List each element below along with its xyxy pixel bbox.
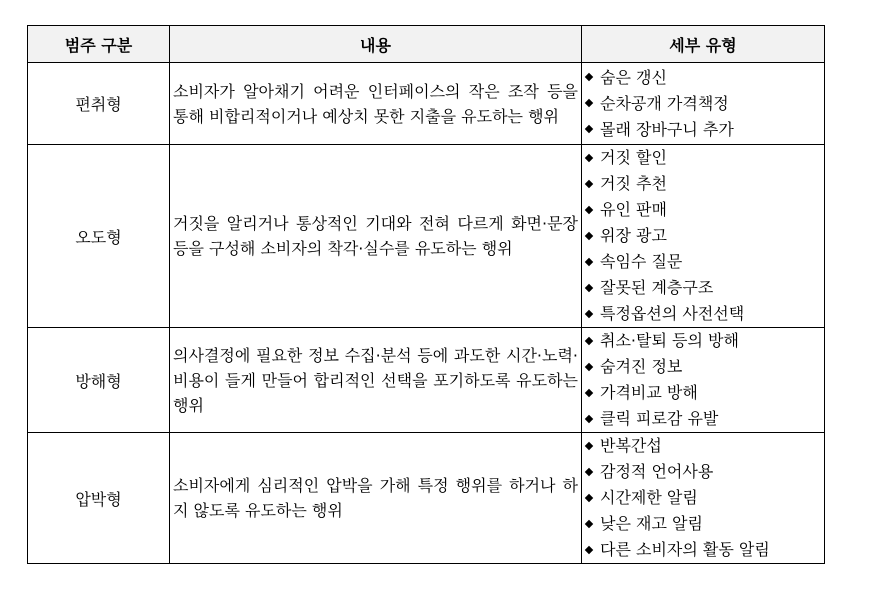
description-cell: 거짓을 알리거나 통상적인 기대와 전혀 다르게 화면·문장 등을 구성해 소비자의 착각·실수를 유도하는 행위 [170, 145, 582, 328]
list-item: 거짓 할인 [582, 145, 824, 171]
list-item: 반복간섭 [582, 433, 824, 459]
table-row [28, 145, 825, 328]
diamond-bullet-icon [585, 73, 593, 81]
dark-pattern-table [27, 25, 825, 564]
header-content: 내용 [170, 26, 582, 63]
diamond-bullet-icon [585, 283, 593, 291]
details-cell [582, 63, 825, 145]
list-item: 유인 판매 [582, 197, 824, 223]
diamond-bullet-icon [585, 231, 593, 239]
details-cell [582, 433, 825, 564]
category-cell: 압박형 [28, 433, 170, 564]
diamond-bullet-icon [585, 545, 593, 553]
diamond-bullet-icon [585, 205, 593, 213]
list-item: 특정옵션의 사전선택 [582, 301, 824, 327]
diamond-bullet-icon [585, 153, 593, 161]
diamond-bullet-icon [585, 441, 593, 449]
list-item: 속임수 질문 [582, 249, 824, 275]
details-list [582, 145, 824, 327]
diamond-bullet-icon [585, 309, 593, 317]
category-cell: 오도형 [28, 145, 170, 328]
list-item: 몰래 장바구니 추가 [582, 117, 824, 143]
list-item: 취소·탈퇴 등의 방해 [582, 328, 824, 354]
list-item: 거짓 추천 [582, 171, 824, 197]
list-item: 가격비교 방해 [582, 380, 824, 406]
list-item: 숨은 갱신 [582, 65, 824, 91]
details-list [582, 65, 824, 143]
list-item: 낮은 재고 알림 [582, 511, 824, 537]
details-list [582, 328, 824, 432]
description-cell: 소비자에게 심리적인 압박을 가해 특정 행위를 하거나 하지 않도록 유도하는 행위 [170, 433, 582, 564]
description-cell: 의사결정에 필요한 정보 수집·분석 등에 과도한 시간·노력·비용이 들게 만들어 합리적인 선택을 포기하도록 유도하는 행위 [170, 328, 582, 433]
table-row [28, 328, 825, 433]
table-row [28, 63, 825, 145]
diamond-bullet-icon [585, 519, 593, 527]
list-item: 위장 광고 [582, 223, 824, 249]
table-row [28, 433, 825, 564]
list-item: 순차공개 가격책정 [582, 91, 824, 117]
description-cell: 소비자가 알아채기 어려운 인터페이스의 작은 조작 등을 통해 비합리적이거나 예상치 못한 지출을 유도하는 행위 [170, 63, 582, 145]
list-item: 숨겨진 정보 [582, 354, 824, 380]
list-item: 다른 소비자의 활동 알림 [582, 537, 824, 563]
diamond-bullet-icon [585, 388, 593, 396]
category-cell: 방해형 [28, 328, 170, 433]
diamond-bullet-icon [585, 125, 593, 133]
details-cell [582, 145, 825, 328]
diamond-bullet-icon [585, 414, 593, 422]
details-cell [582, 328, 825, 433]
category-cell: 편취형 [28, 63, 170, 145]
details-list [582, 433, 824, 563]
list-item: 시간제한 알림 [582, 485, 824, 511]
diamond-bullet-icon [585, 362, 593, 370]
diamond-bullet-icon [585, 493, 593, 501]
diamond-bullet-icon [585, 179, 593, 187]
header-details: 세부 유형 [582, 26, 825, 63]
list-item: 잘못된 계층구조 [582, 275, 824, 301]
diamond-bullet-icon [585, 336, 593, 344]
header-category: 범주 구분 [28, 26, 170, 63]
header-row [28, 26, 825, 63]
diamond-bullet-icon [585, 467, 593, 475]
diamond-bullet-icon [585, 257, 593, 265]
diamond-bullet-icon [585, 99, 593, 107]
list-item: 클릭 피로감 유발 [582, 406, 824, 432]
list-item: 감정적 언어사용 [582, 459, 824, 485]
